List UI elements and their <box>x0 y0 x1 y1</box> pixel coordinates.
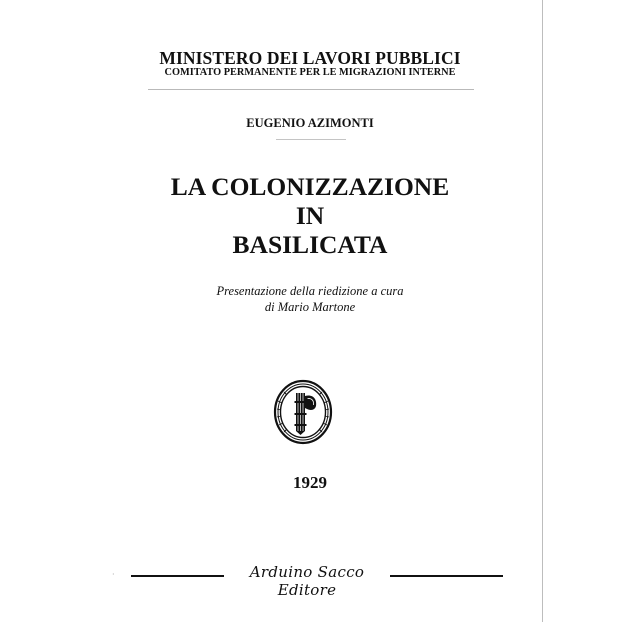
presentation-line-1: Presentazione della riedizione a cura <box>216 284 404 298</box>
book-title-line-3: BASILICATA <box>232 230 388 259</box>
fasces-emblem-icon <box>272 379 334 445</box>
committee-subheading: COMITATO PERMANENTE PER LE MIGRAZIONI INTERNE <box>164 67 456 78</box>
book-title-line-2: IN <box>295 201 325 230</box>
ministry-heading: MINISTERO DEI LAVORI PUBBLICI <box>159 48 461 68</box>
left-edge-mark: · <box>112 570 115 579</box>
presentation-line-2: di Mario Martone <box>264 300 356 314</box>
publication-year: 1929 <box>293 473 327 492</box>
author-name: EUGENIO AZIMONTI <box>246 116 374 130</box>
publisher-rule-left <box>131 575 224 577</box>
header-divider <box>148 89 474 90</box>
publisher-rule-right <box>390 575 503 577</box>
publisher-name: Arduino Sacco Editore <box>249 563 365 599</box>
page-edge-line <box>542 0 543 622</box>
book-title-line-1: LA COLONIZZAZIONE <box>170 172 450 201</box>
author-divider <box>276 139 346 140</box>
